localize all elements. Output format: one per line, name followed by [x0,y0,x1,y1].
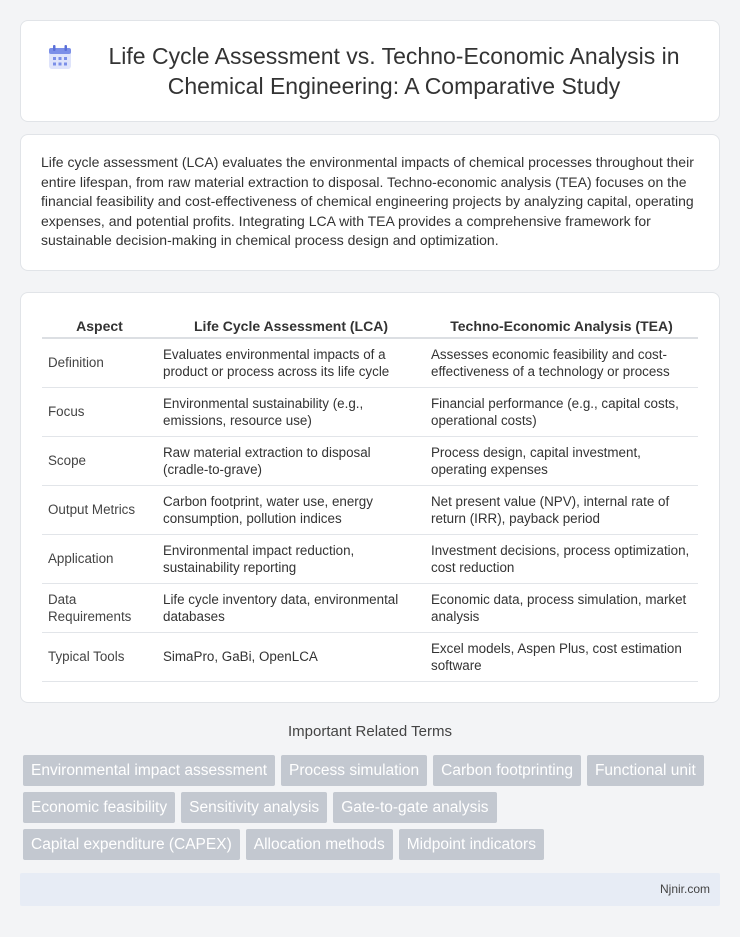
row-tea: Excel models, Aspen Plus, cost estimation software [425,633,698,682]
row-lca: Environmental impact reduction, sustainability reporting [157,535,425,584]
row-lca: Life cycle inventory data, environmental databases [157,584,425,633]
row-tea: Financial performance (e.g., capital costs, operational costs) [425,388,698,437]
related-term-tag[interactable]: Economic feasibility [23,792,175,823]
page-title: Life Cycle Assessment vs. Techno-Economic Analysis in Chemical Engineering: A Comparative Study [108,43,680,99]
intro-card [20,134,720,271]
related-terms-tags [23,755,723,866]
intro-paragraph: Life cycle assessment (LCA) evaluates the environmental impacts of chemical processes throughout their entire lifespan, from raw material extraction to disposal. Techno-economic analysis (TEA) focuses on the financial feasibility and cost-effectiveness of chemical engineering projects by analyzing capital, operating expenses, and potential profits. Integrating LCA with TEA provides a comprehensive framework for sustainable decision-making in chemical process design and optimization. [41,154,694,248]
table-row [42,633,698,682]
row-lca: Evaluates environmental impacts of a product or process across its life cycle [157,339,425,388]
related-term-tag[interactable]: Sensitivity analysis [181,792,327,823]
row-aspect: Focus [42,388,157,437]
row-lca: Environmental sustainability (e.g., emissions, resource use) [157,388,425,437]
row-aspect: Definition [42,339,157,388]
title-card [20,20,720,122]
calendar-icon [45,43,75,73]
footer [20,873,720,906]
table-row [42,486,698,535]
comparison-table [42,313,698,682]
table-header-row [42,313,698,339]
row-tea: Economic data, process simulation, market analysis [425,584,698,633]
row-tea: Investment decisions, process optimization, cost reduction [425,535,698,584]
table-row [42,535,698,584]
row-aspect: Data Requirements [42,584,157,633]
related-term-tag[interactable]: Process simulation [281,755,427,786]
row-tea: Process design, capital investment, operating expenses [425,437,698,486]
title-wrap [45,41,695,101]
related-term-tag[interactable]: Gate-to-gate analysis [333,792,496,823]
row-aspect: Scope [42,437,157,486]
row-aspect: Output Metrics [42,486,157,535]
table-row [42,339,698,388]
related-term-tag[interactable]: Carbon footprinting [433,755,581,786]
related-terms-title: Important Related Terms [288,723,452,740]
row-lca: Raw material extraction to disposal (cradle-to-grave) [157,437,425,486]
table-row [42,437,698,486]
related-term-tag[interactable]: Allocation methods [246,829,393,860]
row-aspect: Application [42,535,157,584]
related-term-tag[interactable]: Environmental impact assessment [23,755,275,786]
footer-site-link[interactable]: Njnir.com [659,882,710,896]
related-term-tag[interactable]: Midpoint indicators [399,829,544,860]
row-aspect: Typical Tools [42,633,157,682]
table-row [42,388,698,437]
header-tea: Techno-Economic Analysis (TEA) [425,313,698,339]
comparison-table-card [20,292,720,703]
header-lca: Life Cycle Assessment (LCA) [157,313,425,339]
row-lca: SimaPro, GaBi, OpenLCA [157,633,425,682]
related-term-tag[interactable]: Functional unit [587,755,704,786]
row-tea: Assesses economic feasibility and cost-effectiveness of a technology or process [425,339,698,388]
header-aspect: Aspect [42,313,157,339]
table-row [42,584,698,633]
row-lca: Carbon footprint, water use, energy consumption, pollution indices [157,486,425,535]
row-tea: Net present value (NPV), internal rate of return (IRR), payback period [425,486,698,535]
related-term-tag[interactable]: Capital expenditure (CAPEX) [23,829,240,860]
